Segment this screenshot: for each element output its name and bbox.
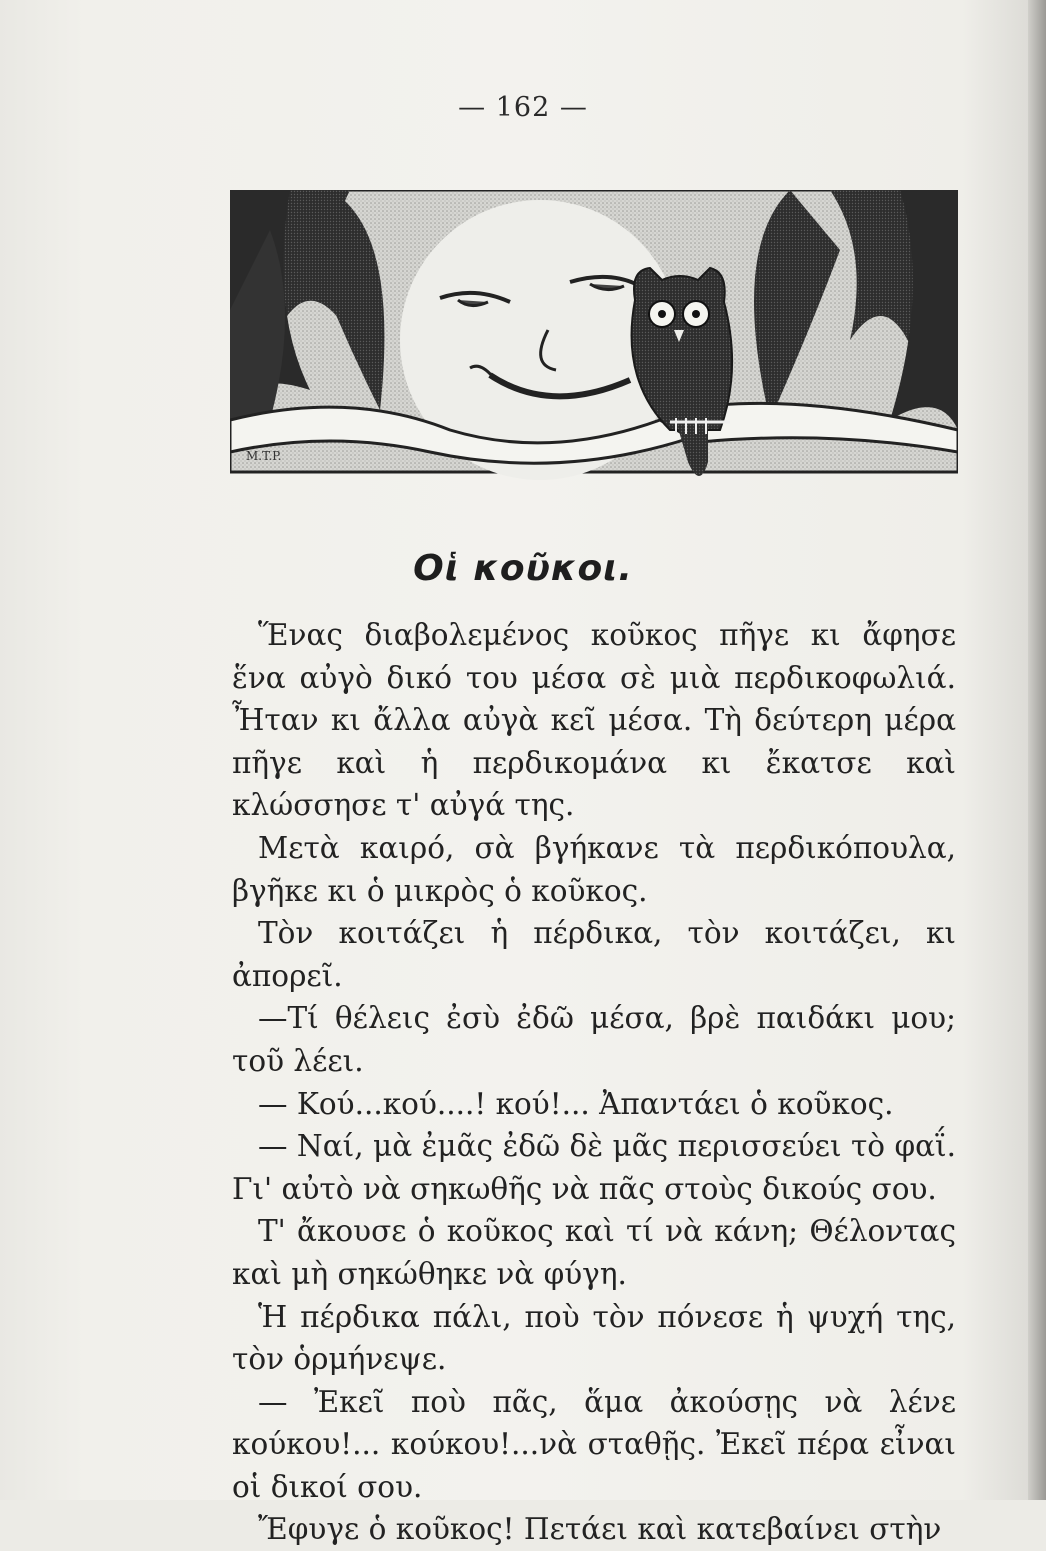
dialogue-line: — Κού...κού....! κού!... Ἀπαντάει ὁ κοῦκος. (258, 1086, 894, 1121)
paragraph: Τ' ἄκουσε ὁ κοῦκος καὶ τί νὰ κάνη; Θέλοντας καὶ μὴ σηκώθηκε νὰ φύγη. (232, 1214, 956, 1291)
dialogue-line: —Τί θέλεις ἐσὺ ἐδῶ μέσα, βρὲ παιδάκι μου; τοῦ λέει. (232, 1001, 956, 1078)
paragraph: Ἕνας διαβολεμένος κοῦκος πῆγε κι ἄφησε ἕνα αὐγὸ δικό του μέσα σὲ μιὰ περδικοφωλιά. Ἦταν κι ἄλλα αὐγὰ κεῖ μέσα. Τὴ δεύτερη μέρα πῆγε καὶ ἡ περδικομάνα κι ἔκατσε καὶ κλώσσησε τ' αὐγά της. (232, 618, 956, 823)
dialogue-line: — Ἐκεῖ ποὺ πᾶς, ἅμα ἀκούσῃς νὰ λένε κούκου!... κούκου!...νὰ σταθῇς. Ἐκεῖ πέρα εἶναι οἱ δικοί σου. (232, 1384, 956, 1504)
paragraph: Ἡ πέρδικα πάλι, ποὺ τὸν πόνεσε ἡ ψυχή της, τὸν ὁρμήνεψε. (232, 1299, 956, 1377)
story-body (232, 614, 956, 1551)
paragraph: Τὸν κοιτάζει ἡ πέρδικα, τὸν κοιτάζει, κι ἀπορεῖ. (232, 916, 956, 993)
paragraph: Μετὰ καιρό, σὰ βγήκανε τὰ περδικόπουλα, βγῆκε κι ὁ μικρὸς ὁ κοῦκος. (232, 830, 956, 908)
dialogue-line: — Ναί, μὰ ἐμᾶς ἐδῶ δὲ μᾶς περισσεύει τὸ φαΐ. Γι' αὐτὸ νὰ σηκωθῆς νὰ πᾶς στοὺς δικούς σου. (232, 1129, 956, 1206)
illustration-drawing (230, 190, 958, 500)
illustration-signature: M.T.P. (246, 449, 282, 463)
paragraph: Ἔφυγε ὁ κοῦκος! Πετάει καὶ κατεβαίνει στὴν (258, 1512, 942, 1547)
illustration-moon-owl (230, 190, 958, 500)
page-number: — 162 — (458, 92, 588, 123)
story-title: Οἱ κοῦκοι. (413, 548, 633, 589)
book-spine-shadow (1028, 0, 1046, 1500)
